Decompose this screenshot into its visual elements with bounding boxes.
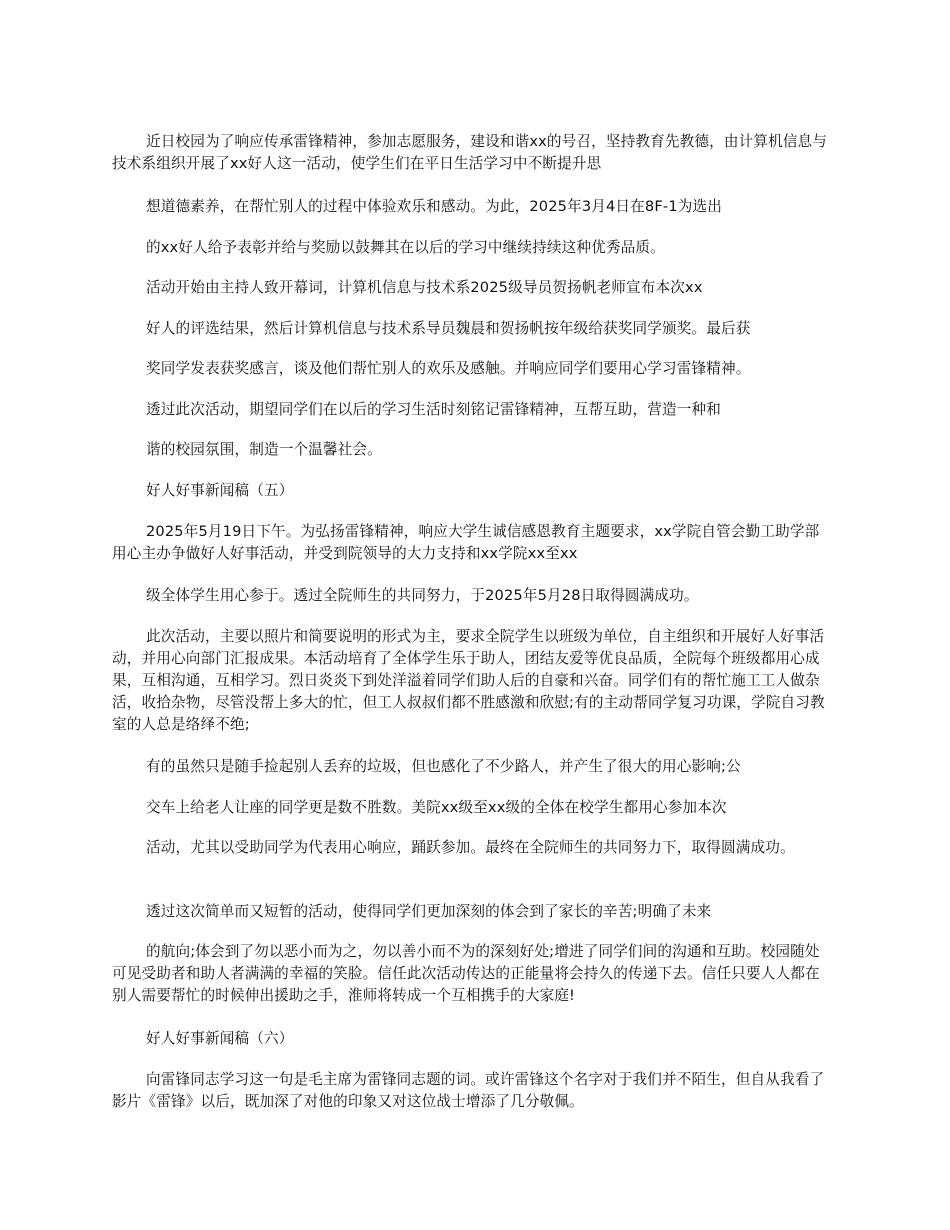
paragraph: 交车上给老人让座的同学更是数不胜数。美院xx级至xx级的全体在校学生都用心参加本次 [146,799,727,816]
paragraph: 谐的校园氛围，制造一个温馨社会。 [146,441,382,458]
paragraph: 2025年5月19日下午。为弘扬雷锋精神，响应大学生诚信感恩教育主题要求，xx学院自管会勤工助学部用心主办争做好人好事活动，并受到院领导的大力支持和xx学院xx至xx [112,523,820,562]
paragraph: 透过此次活动，期望同学们在以后的学习生活时刻铭记雷锋精神，互帮互助，营造一种和 [146,401,722,418]
paragraph: 级全体学生用心参于。透过全院师生的共同努力，于2025年5月28日取得圆满成功。 [146,587,699,604]
paragraph: 活动开始由主持人致开幕词，计算机信息与技术系2025级导员贺扬帆老师宣布本次xx [146,279,703,296]
paragraph: 的xx好人给予表彰并给与奖励以鼓舞其在以后的学习中继续持续这种优秀品质。 [146,239,665,256]
paragraph: 奖同学发表获奖感言，谈及他们帮忙别人的欢乐及感触。并响应同学们要用心学习雷锋精神。 [146,360,751,377]
section-heading-six: 好人好事新闻稿（六） [146,1030,294,1047]
paragraph: 向雷锋同志学习这一句是毛主席为雷锋同志题的词。或许雷锋这个名字对于我们并不陌生，但自从我看了影片《雷锋》以后，既加深了对他的印象又对这位战士增添了几分敬佩。 [112,1071,825,1110]
paragraph: 好人的评选结果，然后计算机信息与技术系导员魏晨和贺扬帆按年级给获奖同学颁奖。最后获 [146,320,751,337]
section-heading-five: 好人好事新闻稿（五） [146,482,294,499]
paragraph: 活动，尤其以受助同学为代表用心响应，踊跃参加。最终在全院师生的共同努力下，取得圆满成功。 [146,839,795,856]
paragraph: 的航向;体会到了勿以恶小而为之，勿以善小而不为的深刻好处;增进了同学们间的沟通和互助。校园随处可见受助者和助人者满满的幸福的笑脸。信任此次活动传达的正能量将会持久的传递下去。信任只要人人都在别人需要帮忙的时候伸出援助之手，淮师将转成一个互相携手的大家庭! [112,943,820,1004]
paragraph: 想道德素养，在帮忙别人的过程中体验欢乐和感动。为此，2025年3月4日在8F-1为选出 [146,198,722,215]
paragraph-intro: 近日校园为了响应传承雷锋精神，参加志愿服务，建设和谐xx的号召，坚持教育先教德，由计算机信息与技术系组织开展了xx好人这一活动，使学生们在平日生活学习中不断提升思 [112,133,828,172]
paragraph: 有的虽然只是随手捡起别人丢弃的垃圾，但也感化了不少路人，并产生了很大的用心影响;公 [146,758,741,775]
paragraph: 此次活动，主要以照片和简要说明的形式为主，要求全院学生以班级为单位，自主组织和开展好人好事活动，并用心向部门汇报成果。本活动培育了全体学生乐于助人，团结友爱等优良品质，全院每个班级都用心成果，互相沟通，互相学习。烈日炎炎下到处洋溢着同学们助人后的自豪和兴奋。同学们有的帮忙施工工人做杂活，收拾杂物，尽管没帮上多大的忙，但工人叔叔们都不胜感激和欣慰;有的主动帮同学复习功课，学院自习教室的人总是络绎不绝; [112,628,825,733]
paragraph: 透过这次简单而又短暂的活动，使得同学们更加深刻的体会到了家长的辛苦;明确了未来 [146,903,712,920]
